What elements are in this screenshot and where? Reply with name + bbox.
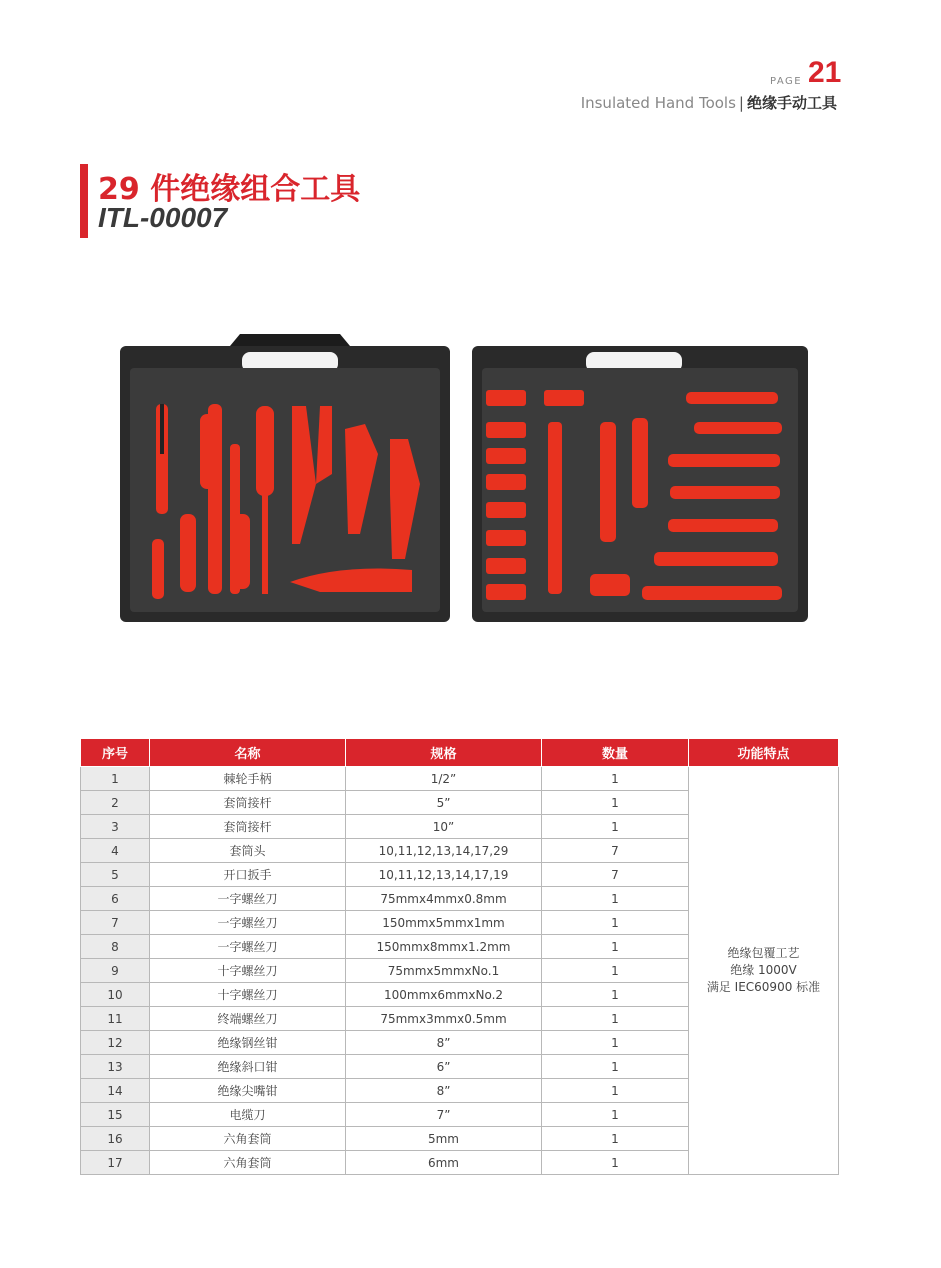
cell-qty: 1 [542,767,689,791]
title-accent-bar [80,164,88,238]
cell-no: 14 [81,1079,150,1103]
cell-qty: 1 [542,887,689,911]
cell-no: 6 [81,887,150,911]
cell-qty: 7 [542,839,689,863]
product-title: 29 件绝缘组合工具 [98,172,361,207]
cell-spec: 10,11,12,13,14,17,19 [346,863,542,887]
cell-qty: 1 [542,1103,689,1127]
cell-qty: 1 [542,1127,689,1151]
header-features: 功能特点 [689,739,839,767]
cell-qty: 1 [542,911,689,935]
feature-line: 绝缘 1000V [730,963,797,977]
header-qty: 数量 [542,739,689,767]
cell-no: 2 [81,791,150,815]
cell-no: 12 [81,1031,150,1055]
cell-qty: 1 [542,1151,689,1175]
cell-spec: 6mm [346,1151,542,1175]
cell-no: 1 [81,767,150,791]
cell-name: 六角套筒 [150,1127,346,1151]
cell-no: 3 [81,815,150,839]
cell-qty: 1 [542,1031,689,1055]
feature-line: 绝缘包覆工艺 [727,946,800,960]
product-photo [120,334,810,624]
cell-spec: 150mmx8mmx1.2mm [346,935,542,959]
section-en: Insulated Hand Tools [580,94,736,112]
cell-no: 16 [81,1127,150,1151]
cell-no: 10 [81,983,150,1007]
cell-name: 绝缘钢丝钳 [150,1031,346,1055]
cell-qty: 1 [542,935,689,959]
cell-spec: 6” [346,1055,542,1079]
cell-spec: 5mm [346,1127,542,1151]
cell-spec: 75mmx5mmxNo.1 [346,959,542,983]
cell-name: 一字螺丝刀 [150,911,346,935]
cell-spec: 100mmx6mmxNo.2 [346,983,542,1007]
cell-qty: 1 [542,983,689,1007]
cell-name: 六角套筒 [150,1151,346,1175]
cell-spec: 10,11,12,13,14,17,29 [346,839,542,863]
left-case [120,334,450,622]
cell-spec: 10” [346,815,542,839]
cell-name: 棘轮手柄 [150,767,346,791]
cell-name: 十字螺丝刀 [150,959,346,983]
cell-spec: 1/2” [346,767,542,791]
cell-features [689,767,839,1175]
cell-name: 套筒接杆 [150,815,346,839]
cell-no: 15 [81,1103,150,1127]
cell-qty: 1 [542,1055,689,1079]
cell-name: 终端螺丝刀 [150,1007,346,1031]
cell-name: 开口扳手 [150,863,346,887]
right-case [472,346,808,622]
cell-name: 一字螺丝刀 [150,887,346,911]
header-name: 名称 [150,739,346,767]
cell-no: 9 [81,959,150,983]
cell-spec: 8” [346,1079,542,1103]
page-number: 21 [808,56,842,89]
cell-no: 11 [81,1007,150,1031]
section-separator: | [738,94,744,112]
cell-spec: 5” [346,791,542,815]
cell-spec: 75mmx3mmx0.5mm [346,1007,542,1031]
spec-table [80,738,839,1175]
cell-name: 绝缘尖嘴钳 [150,1079,346,1103]
cell-qty: 7 [542,863,689,887]
cell-qty: 1 [542,791,689,815]
cell-spec: 7” [346,1103,542,1127]
cell-no: 13 [81,1055,150,1079]
running-head [581,92,837,113]
cell-qty: 1 [542,815,689,839]
cell-spec: 8” [346,1031,542,1055]
cell-no: 7 [81,911,150,935]
cell-name: 绝缘斜口钳 [150,1055,346,1079]
cell-qty: 1 [542,1079,689,1103]
cell-no: 5 [81,863,150,887]
cell-name: 电缆刀 [150,1103,346,1127]
cell-no: 17 [81,1151,150,1175]
cell-no: 8 [81,935,150,959]
cell-name: 套筒头 [150,839,346,863]
cell-name: 十字螺丝刀 [150,983,346,1007]
cell-qty: 1 [542,1007,689,1031]
header-spec: 规格 [346,739,542,767]
product-code: ITL-00007 [98,202,228,233]
page-label: PAGE [770,76,803,87]
cell-spec: 75mmx4mmx0.8mm [346,887,542,911]
cell-name: 套筒接杆 [150,791,346,815]
header-no: 序号 [81,739,150,767]
cell-qty: 1 [542,959,689,983]
cell-name: 一字螺丝刀 [150,935,346,959]
table-header-row [81,739,839,767]
table-row [81,767,839,791]
cell-no: 4 [81,839,150,863]
feature-line: 满足 IEC60900 标准 [706,980,821,994]
cell-spec: 150mmx5mmx1mm [346,911,542,935]
section-cn: 绝缘手动工具 [746,94,837,112]
